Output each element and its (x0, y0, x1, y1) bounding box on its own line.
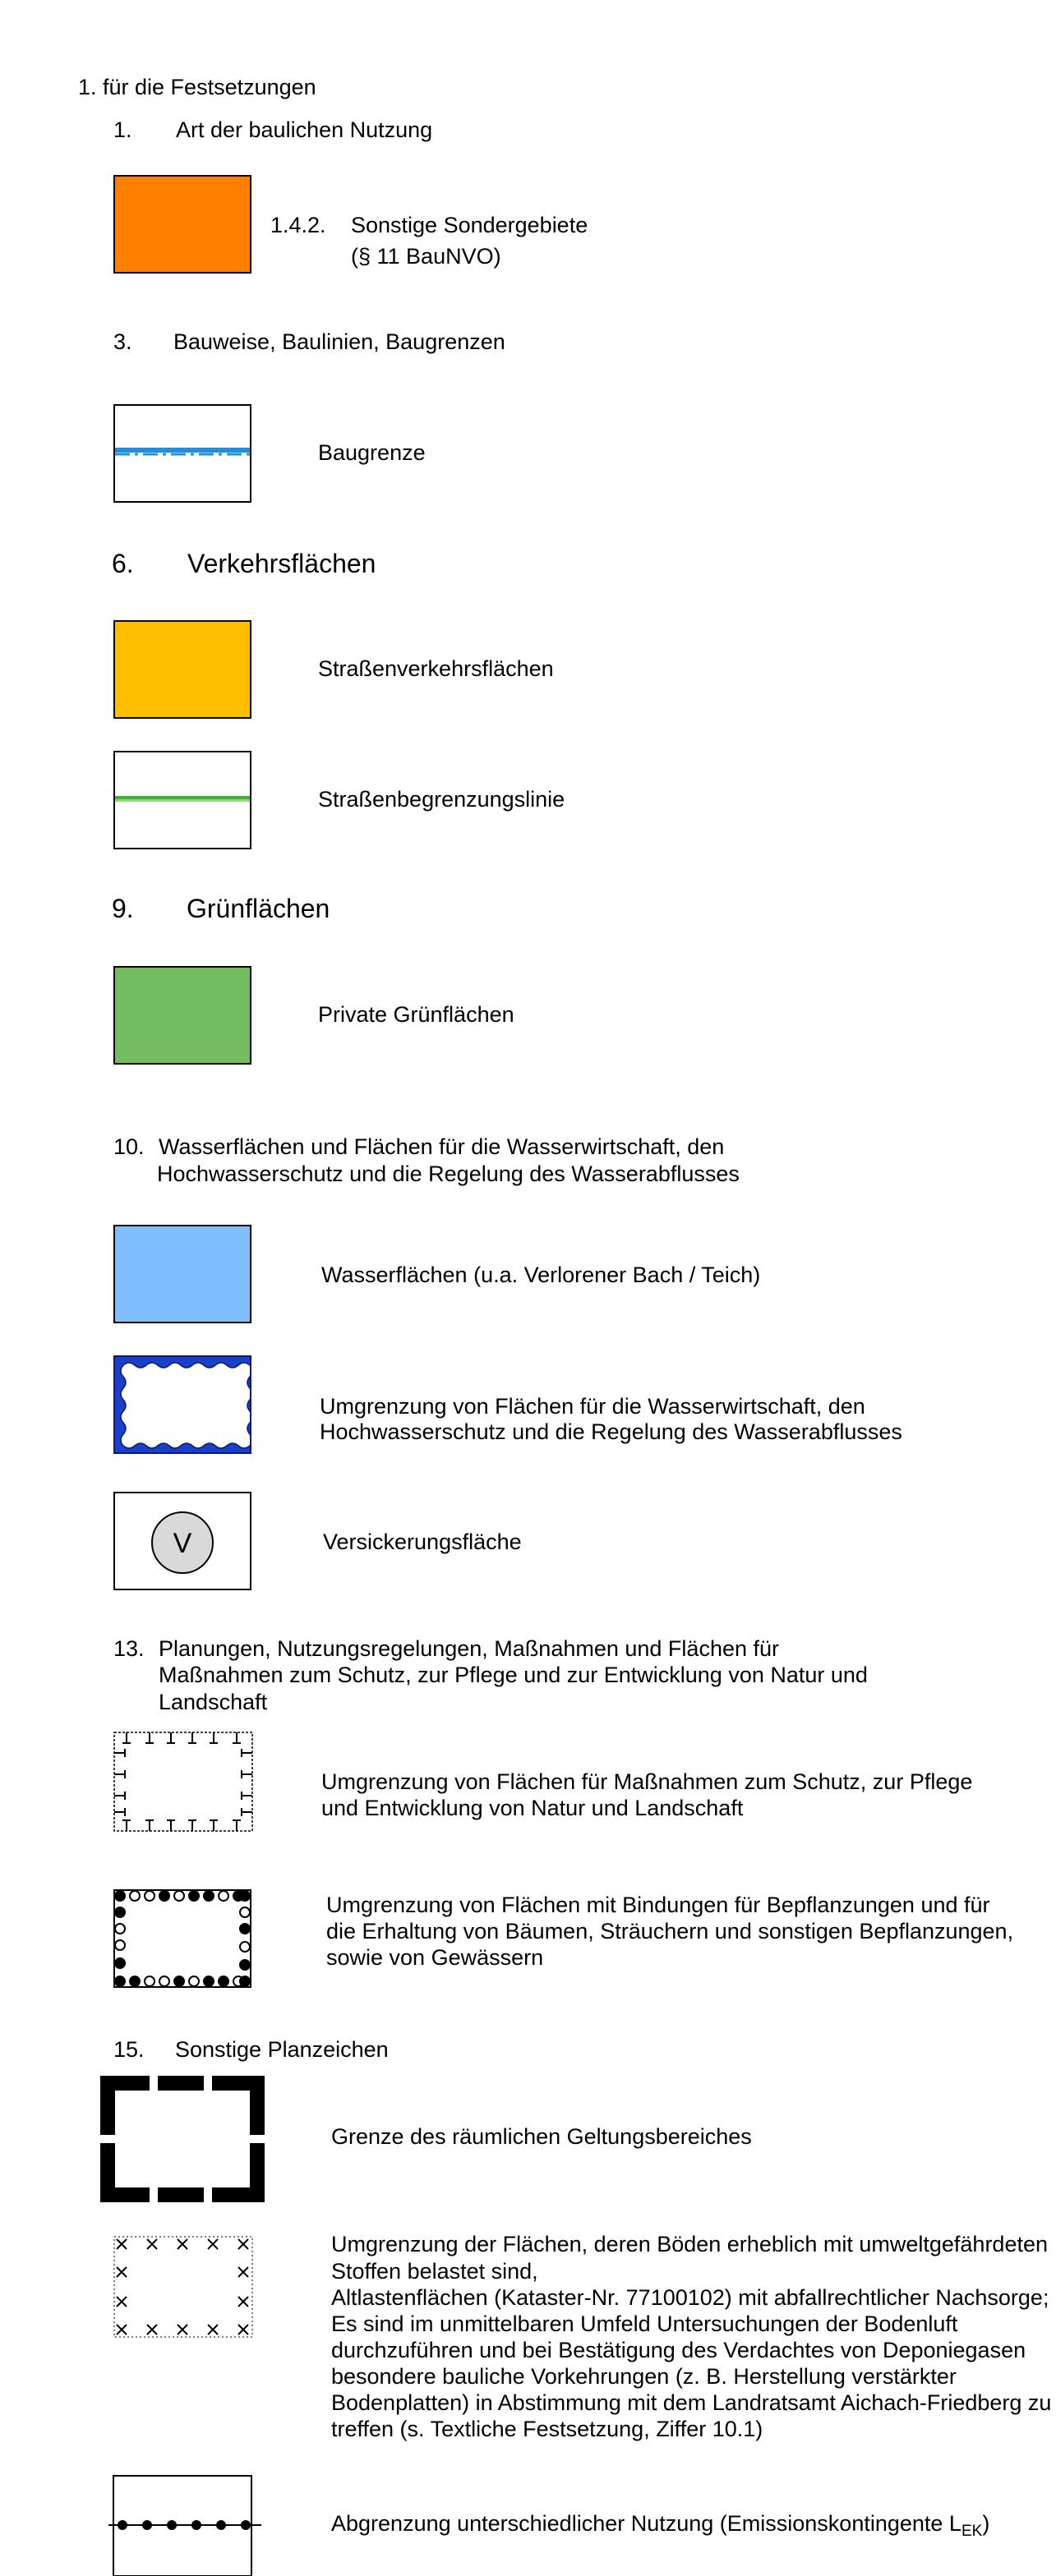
altlasten-label-line4: Es sind im unmittelbaren Umfeld Untersuchungen der Bodenluft (331, 2312, 958, 2336)
emission-label-subscript: EK (961, 2523, 983, 2540)
baugrenze-label: Baugrenze (318, 440, 426, 465)
altlasten-symbol (113, 2236, 253, 2338)
bepflanzungen-label-line2: die Erhaltung von Bäumen, Sträuchern und sonstigen Bepflanzungen, (326, 1919, 1014, 1944)
geltungsbereich-symbol (100, 2076, 265, 2202)
section-6-number: 6. (112, 549, 134, 578)
section-13-title-line1: Planungen, Nutzungsregelungen, Maßnahmen und Flächen für (159, 1636, 779, 1661)
wasserwirtschaft-label-line2: Hochwasserschutz und die Regelung des Wasserabflusses (320, 1419, 902, 1444)
geltungsbereich-label: Grenze des räumlichen Geltungsbereiches (331, 2124, 752, 2149)
altlasten-label-line1: Umgrenzung der Flächen, deren Böden erheblich mit umweltgefährdeten (331, 2232, 1049, 2256)
section-13-number: 13. (113, 1636, 145, 1661)
natur-landschaft-label-line1: Umgrenzung von Flächen für Maßnahmen zum Schutz, zur Pflege (321, 1769, 973, 1794)
versickerung-label: Versickerungsfläche (323, 1530, 522, 1554)
bepflanzungen-symbol (112, 1888, 253, 1990)
private-gruenflaechen-label: Private Grünflächen (318, 1002, 514, 1027)
natur-landschaft-symbol (113, 1732, 253, 1832)
emission-label-end: ) (982, 2511, 990, 2536)
natur-landschaft-label-line2: und Entwicklung von Natur und Landschaft (321, 1796, 744, 1820)
section-9-title: Grünflächen (187, 894, 330, 923)
section-10-title-line1: Wasserflächen und Flächen für die Wasserwirtschaft, den (159, 1134, 725, 1159)
altlasten-label-line2: Stoffen belastet sind, (331, 2259, 538, 2284)
versickerung-symbol (113, 1492, 251, 1590)
section-6-title: Verkehrsflächen (187, 549, 376, 578)
section-1-number: 1. (113, 117, 132, 142)
section-15-number: 15. (113, 2037, 145, 2062)
altlasten-label-line3: Altlastenflächen (Kataster-Nr. 77100102) mit abfallrechtlicher Nachsorge; (331, 2285, 1049, 2310)
sondergebiete-code: 1.4.2. (270, 213, 326, 237)
section-9-number: 9. (112, 894, 134, 923)
versickerung-symbol-letter: V (173, 1528, 192, 1559)
altlasten-label-line7: Bodenplatten) in Abstimmung mit dem Landratsamt Aichach-Friedberg zu (331, 2390, 1052, 2415)
section-10-number: 10. (113, 1134, 145, 1159)
wasserflaechen-label: Wasserflächen (u.a. Verlorener Bach / Teich) (321, 1263, 761, 1287)
bepflanzungen-label-line1: Umgrenzung von Flächen mit Bindungen für Bepflanzungen und für (326, 1893, 990, 1917)
baugrenze-symbol (113, 404, 251, 503)
document-heading: 1. für die Festsetzungen (78, 75, 316, 99)
altlasten-label-line8: treffen (s. Textliche Festsetzung, Ziffer 10.1) (331, 2417, 763, 2441)
strassenverkehrsflaechen-label: Straßenverkehrsflächen (318, 656, 554, 681)
strassenbegrenzungslinie-symbol (113, 751, 251, 849)
emission-label (331, 2510, 989, 2545)
bepflanzungen-label-line3: sowie von Gewässern (326, 1945, 544, 1970)
private-gruenflaechen-swatch (113, 966, 251, 1065)
section-10-title-line2: Hochwasserschutz und die Regelung des Wasserabflusses (157, 1162, 740, 1186)
strassenverkehrsflaechen-swatch (113, 620, 251, 719)
altlasten-label-line5: durchzuführen und bei Bestätigung des Verdachtes von Deponiegasen (331, 2338, 1026, 2362)
wasserwirtschaft-symbol (113, 1355, 251, 1454)
strassenbegrenzungslinie-label: Straßenbegrenzungslinie (318, 787, 565, 812)
emission-label-main: Abgrenzung unterschiedlicher Nutzung (Emissionskontingente L (331, 2511, 961, 2536)
sondergebiete-swatch (113, 175, 251, 274)
section-3-number: 3. (113, 329, 132, 354)
sondergebiete-label-ref: (§ 11 BauNVO) (351, 244, 501, 269)
sondergebiete-label: Sonstige Sondergebiete (351, 213, 588, 237)
wasserwirtschaft-label-line1: Umgrenzung von Flächen für die Wasserwirtschaft, den (320, 1394, 865, 1419)
section-15-title: Sonstige Planzeichen (175, 2037, 389, 2062)
section-1-title: Art der baulichen Nutzung (176, 117, 433, 142)
section-3-title: Bauweise, Baulinien, Baugrenzen (173, 329, 505, 354)
altlasten-label-line6: besondere bauliche Vorkehrungen (z. B. Herstellung verstärkter (331, 2364, 957, 2389)
emission-symbol (108, 2475, 261, 2576)
section-13-title-line3: Landschaft (159, 1690, 268, 1714)
section-13-title-line2: Maßnahmen zum Schutz, zur Pflege und zur Entwicklung von Natur und (159, 1663, 868, 1687)
wasserflaechen-swatch (113, 1225, 251, 1323)
